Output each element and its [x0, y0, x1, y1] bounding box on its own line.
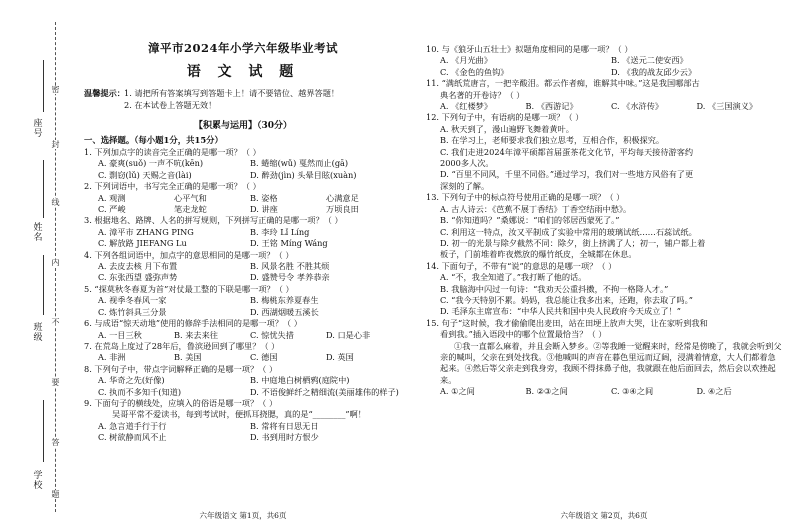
- class-field-label: 班级: [31, 322, 42, 342]
- answer-options: [84, 352, 402, 363]
- answer-options: [84, 295, 402, 318]
- answer-option[interactable]: B. 在学习上，老师要求我们独立思考，互相合作，积极探究。: [440, 135, 665, 146]
- answer-options: [84, 421, 402, 444]
- answer-option[interactable]: D. 醉劲(jìn) 头晕目眩(xuàn): [250, 169, 357, 180]
- answer-option[interactable]: D. 盛赞号令 孝养恭亲: [250, 272, 330, 283]
- seat-field-blank[interactable]: [43, 60, 44, 112]
- question-stem: 14. 下面句子，不带有“说”的意思的是哪一项？（ ）: [426, 260, 617, 271]
- answer-option[interactable]: C. 我们走进2024年漳平硕都首届蛋茶花文化节，平均每天接待游客约: [440, 146, 694, 157]
- notice-line: 2. 在本试卷上答题无效！: [124, 100, 217, 110]
- question-passage: ①我一直都么麻着，并且会断入梦乡。②等我睡一觉醒来时，经常是傍晚了，我就会听到父亲的喊叫，父亲在到处找我。③他喊叫的声音在暮色里远而辽阔，浸满着情意，大人们都着急起来。④然后等父亲走到我身旁，我顾不得抹鼻子他，我就跟在他后面回去，然后会以欢挫起来。: [440, 340, 782, 385]
- question-list: [84, 147, 402, 444]
- seal-char: 封: [51, 140, 60, 149]
- answer-options: [84, 330, 402, 341]
- question-stem: 10. 与《狼牙山五壮士》拟题角度相同的是哪一项？（ ）: [426, 44, 633, 54]
- answer-option[interactable]: 心满意足: [326, 192, 359, 203]
- question-stem: 9. 下面句子的横线处，应填入的俗语是哪一项？（ ）: [84, 397, 278, 408]
- answer-option[interactable]: C. 执而不多知千(知道): [98, 386, 182, 397]
- answer-option[interactable]: B. 常将有日思无日: [250, 420, 319, 431]
- answer-option[interactable]: C. 惊忧失措: [250, 329, 294, 340]
- answer-option[interactable]: C. 《金色的鱼钩》: [440, 66, 509, 77]
- answer-option[interactable]: 心平气和: [174, 192, 207, 203]
- answer-options: [84, 158, 402, 181]
- question-stem: 15. 句子“这时候，我才偷偷爬出麦田，站在田埂上放声大哭，让在家听到我和: [426, 317, 708, 328]
- answer-option[interactable]: A. 秋天到了，漫山遍野飞舞着黄叶。: [440, 123, 574, 134]
- answer-option[interactable]: D. 《三国演义》: [696, 101, 758, 112]
- section-heading: 【积累与运用】（30分）: [193, 121, 293, 131]
- answer-option[interactable]: B. 来去来往: [174, 329, 218, 340]
- answer-option[interactable]: C. 解放路 JIEFANG Lu: [98, 238, 187, 249]
- school-field-label: 学校: [31, 470, 42, 490]
- answer-option[interactable]: A. 《红楼梦》: [440, 101, 493, 112]
- seal-char: 题: [51, 490, 60, 499]
- answer-option[interactable]: C. 《水浒传》: [611, 101, 664, 112]
- answer-option[interactable]: C. 东张西望 盛弥声势: [98, 272, 178, 283]
- question-stem: 1. 下列加点字的读音完全正确的是哪一项？（ ）: [84, 147, 261, 157]
- answer-option[interactable]: B. 美国: [174, 352, 202, 363]
- part-heading: 一、选择题。（每小题1分，共15分）: [84, 135, 223, 145]
- question-stem-continued: 看到我。”插入语段中的哪个位置最恰当？（ ）: [440, 329, 607, 340]
- question-list: [426, 44, 782, 398]
- answer-option[interactable]: B. 中庭地白树栖鸦(庭院中): [250, 375, 350, 386]
- answer-option[interactable]: B. 《送元二使安西》: [611, 55, 688, 66]
- page-footer: 六年级语文 第2页，共6页: [560, 511, 648, 520]
- seal-char: 内: [51, 258, 60, 267]
- answer-option[interactable]: D. 讲座: [250, 204, 278, 215]
- answer-option[interactable]: A. 漳平市 ZHANG PING: [98, 226, 194, 237]
- answer-option[interactable]: C. 利用这一特点，汝又平制成了实验中常用的玻璃试纸……石蕊试纸。: [440, 226, 697, 237]
- answer-option[interactable]: A. 《月光曲》: [440, 55, 493, 66]
- answer-option[interactable]: A. ①之间: [440, 386, 475, 397]
- answer-option[interactable]: C. 德国: [250, 352, 278, 363]
- answer-option[interactable]: 板子，门前堆着昨夜燃放的爆竹纸皮，全城都在休息。: [440, 249, 637, 260]
- answer-option[interactable]: D. 英国: [326, 352, 354, 363]
- answer-option[interactable]: D. 口是心非: [326, 329, 371, 340]
- seal-char: 不: [51, 318, 60, 327]
- answer-option[interactable]: C. “我今天特别不累。妈妈，我总能让我多出来，还跑，你去取了吗。”: [440, 294, 693, 305]
- name-field-blank[interactable]: [43, 160, 44, 218]
- seat-field-label: 座号: [31, 118, 42, 138]
- answer-option[interactable]: D. 西湖烟暖五溪长: [250, 306, 319, 317]
- answer-option[interactable]: B. “你知道吗？”桑娜说：“咱们的邻居西蒙死了。”: [440, 215, 620, 226]
- answer-option[interactable]: B. ②③之间: [525, 386, 568, 397]
- question-stem: 3. 根据地名、路牌、人名的拼写规则，下列拼写正确的是哪一项？（ ）: [84, 215, 343, 226]
- exam-page-1: [84, 0, 402, 529]
- answer-options: [84, 227, 402, 250]
- class-field-blank[interactable]: [43, 255, 44, 315]
- answer-option[interactable]: D. 毛泽东主席宣布：“中华人民共和国中央人民政府今天成立了！”: [440, 306, 681, 317]
- answer-option[interactable]: B. 我脑海中闪过一句诗：“我劝天公重抖擞，不拘一格降人才。”: [440, 283, 669, 294]
- answer-option[interactable]: A. 去皮去核 月下布置: [98, 261, 178, 272]
- answer-option[interactable]: B. 风景名胜 不胜其烦: [250, 261, 330, 272]
- answer-option[interactable]: A. 一目三秋: [98, 329, 142, 340]
- question-stem-continued: 典名著的开卷诗？（ ）: [440, 89, 525, 100]
- answer-option[interactable]: C. 严峻: [98, 204, 126, 215]
- question-stem: 5. “探莫秋冬春夏为首”对仗最工整的下联是哪一项？（ ）: [84, 283, 294, 294]
- answer-option[interactable]: 2000多人次。: [440, 158, 494, 169]
- answer-option[interactable]: B. 《西游记》: [525, 101, 578, 112]
- answer-option[interactable]: A. 观测: [98, 192, 126, 203]
- answer-options: [426, 101, 782, 112]
- answer-option[interactable]: B. 梅桃东养夏春生: [250, 295, 319, 306]
- answer-option[interactable]: B. 姿格: [250, 192, 278, 203]
- answer-option[interactable]: A. 急言道手行于行: [98, 420, 167, 431]
- seal-char: 答: [51, 438, 60, 447]
- answer-option[interactable]: D. 初一的光景与除夕截然不同：除夕，街上挤满了人；初一，铺户都上着: [440, 237, 706, 248]
- answer-option[interactable]: C. 剽窃(lǔ) 天赐之音(lài): [98, 169, 192, 180]
- answer-option[interactable]: D. 《我的战友邱少云》: [611, 66, 697, 77]
- answer-option[interactable]: 万顷良田: [326, 204, 359, 215]
- answer-option[interactable]: A. 视季冬春风一家: [98, 295, 167, 306]
- question-stem: 4. 下列各组词语中，加点字的意思相同的是哪一项？（ ）: [84, 249, 294, 260]
- answer-option[interactable]: D. 不语俊鲜纤之精细流(美丽雄伟的样子): [250, 386, 399, 397]
- question-stem: 8. 下列句子中，带点字词解释正确的是哪一项？（ ）: [84, 363, 278, 374]
- answer-option[interactable]: A. 非洲: [98, 352, 126, 363]
- school-field-blank[interactable]: [43, 400, 44, 462]
- notice-line: 1. 请把所有答案填写到答题卡上！请不要错位、越界答题！: [124, 88, 340, 98]
- question-passage: 吴哥平常不爱读书，每到考试时，便抓耳挠腮，真的是“________”啊！: [112, 409, 366, 420]
- question-stem: 11. “满纸荒唐言，一把辛酸泪。都云作者痴，谁解其中味。”这是我国哪部古: [426, 78, 700, 89]
- answer-options: [84, 193, 402, 216]
- answer-option[interactable]: C. 炼竹斜具三分景: [98, 306, 167, 317]
- answer-option[interactable]: 深刻的了解。: [440, 180, 490, 191]
- answer-option[interactable]: D. 书到用时方恨少: [250, 432, 319, 443]
- answer-option[interactable]: A. 华奇之先(好像): [98, 375, 165, 386]
- answer-option[interactable]: C. ③④之间: [611, 386, 654, 397]
- question-stem: 13. 下列句子中的标点符号使用正确的是哪一项？（ ）: [426, 192, 625, 203]
- seal-char: 线: [51, 198, 60, 207]
- answer-option[interactable]: D. ④之后: [696, 386, 732, 397]
- answer-option[interactable]: C. 树欲静而风不止: [98, 432, 167, 443]
- question-stem: 2. 下列词语中，书写完全正确的是哪一项？（ ）: [84, 181, 261, 192]
- answer-option[interactable]: B. 李玲 Lǐ Líng: [250, 226, 310, 237]
- answer-options: [426, 386, 782, 397]
- exam-school-title: 漳平市2024年小学六年级毕业考试: [147, 41, 338, 55]
- notice-box: [84, 87, 402, 111]
- question-stem: 6. 与成语“惊天动地”使用的修辞手法相同的是哪一项？（ ）: [84, 318, 302, 329]
- answer-option[interactable]: 笔走龙蛇: [174, 204, 207, 215]
- answer-option[interactable]: B. 蜷缩(wǔ) 戛然而止(gā): [250, 158, 349, 169]
- answer-option[interactable]: D. 王铭 Míng Wáng: [250, 238, 328, 249]
- answer-option[interactable]: A. 豪爽(suǒ) 一声不吭(kēn): [98, 158, 204, 169]
- question-stem: 12. 下列句子中，有语病的是哪一项？（ ）: [426, 112, 584, 123]
- seal-char: 要: [51, 378, 60, 387]
- answer-option[interactable]: A. “不，我全知道了。”我打断了他的话。: [440, 272, 587, 283]
- answer-option[interactable]: A. 古人诗云：《芭蕉不展丁香结》丁香空结雨中愁》。: [440, 203, 632, 214]
- answer-option[interactable]: D. “百里不同风，千里不同俗。”通过学习，我们对一些地方风俗有了更: [440, 169, 694, 180]
- exam-subject-title: 语 文 试 题: [186, 64, 300, 80]
- notice-label: 温馨提示：: [84, 88, 125, 98]
- binding-margin: [0, 0, 62, 529]
- page-footer: 六年级语文 第1页，共6页: [199, 511, 287, 520]
- answer-options: [84, 375, 402, 398]
- question-stem: 7. 在荒岛上度过了28年后，鲁滨逊回到了哪里？（ ）: [84, 340, 280, 351]
- answer-options: [426, 55, 782, 78]
- seal-char: 密: [51, 85, 60, 94]
- name-field-label: 姓名: [31, 222, 42, 242]
- answer-options: [84, 261, 402, 284]
- exam-page-2: [426, 0, 782, 529]
